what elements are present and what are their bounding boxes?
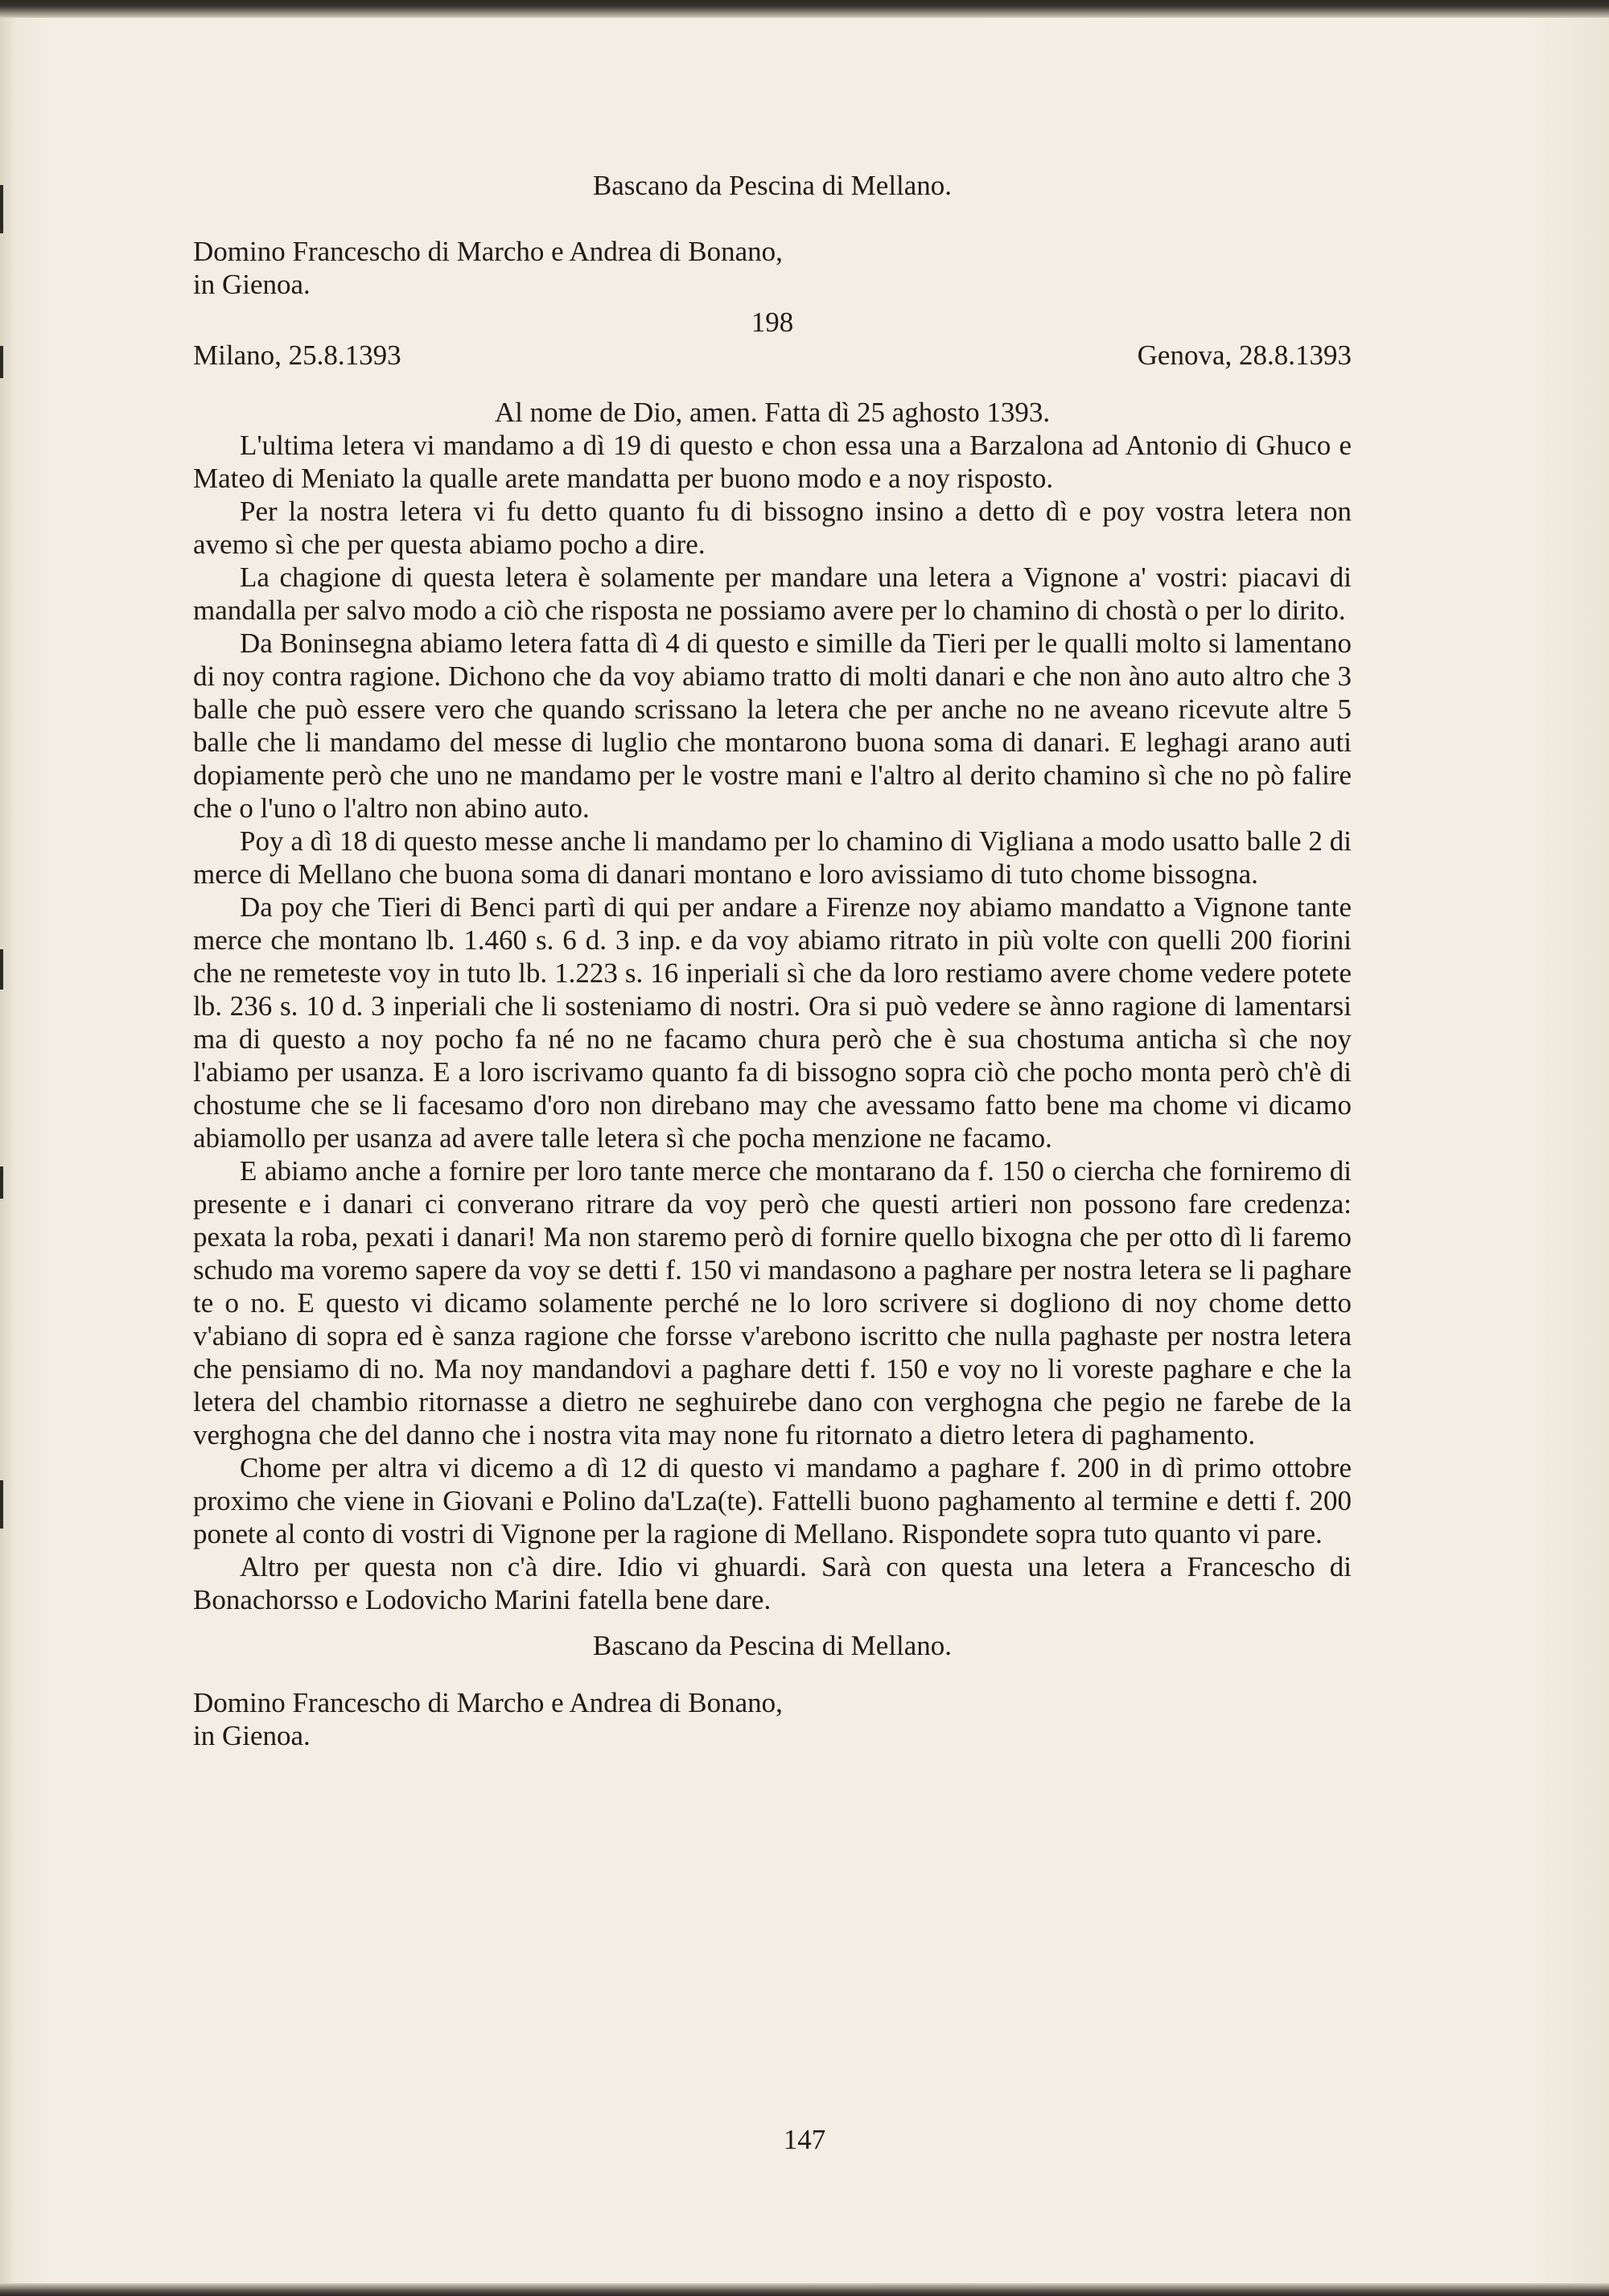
addressee-bottom xyxy=(193,1686,1352,1752)
paragraph: Poy a dì 18 di questo messe anche li mandamo per lo chamino di Vigliana a modo usatto balle 2 di merce di Mellano che buona soma di danari montano e loro avissiamo di tuto chome bissogna. xyxy=(193,825,1352,890)
letter-number: 198 xyxy=(751,307,794,338)
binding-mark xyxy=(0,949,3,990)
addressee-top xyxy=(193,235,1352,301)
binding-mark xyxy=(0,1167,3,1199)
paragraph: Chome per altra vi dicemo a dì 12 di questo vi mandamo a paghare f. 200 in dì primo ottobre proximo che viene in Giovani e Polino da'Lza(te). Fattelli buono paghamento al termine e detti f. 200 ponete al conto di vostri di Vignone per la ragione di Mellano. Rispondete sopra tuto quanto vi pare. xyxy=(193,1452,1352,1549)
paragraph: L'ultima letera vi mandamo a dì 19 di questo e chon essa una a Barzalona ad Antonio di Ghuco e Mateo di Meniato la qualle arete mandatta per buono modo e a noy risposto. xyxy=(193,430,1352,494)
date-line xyxy=(193,339,1352,372)
letter-body xyxy=(193,169,1352,1752)
binding-mark xyxy=(0,1480,3,1529)
binding-mark xyxy=(0,185,3,233)
place-date-to: Genova, 28.8.1393 xyxy=(1137,339,1352,371)
paragraph: E abiamo anche a fornire per loro tante merce che montarano da f. 150 o ciercha che forniremo di presente e i danari ci converano ritrare da voy però che questi artieri non possono fare credenza: pexata la roba, pexati i danari! Ma non staremo però di fornire quello bixogna che per otto dì li faremo schudo ma voremo sapere da voy se detti f. 150 vi mandasono a paghare per nostra letera se li paghare te o no. E questo vi dicamo solamente perché ne lo loro scrivere si dogliono di noy chome detto v'abiano di sopra ed è sanza ragione che forsse v'arebono iscritto che nulla paghaste per nostra letera che pensiamo di no. Ma noy mandandovi a paghare detti f. 150 e voy no li voreste paghare e che la letera del chambio ritornasse a dietro ne seghuirebe dano con verghogna che pegio ne farebe de la verghogna che del danno che i nostra vita may none fu ritornato a dietro letera di paghamento. xyxy=(193,1155,1352,1450)
binding-mark xyxy=(0,346,3,378)
addressee-top-line: in Gienoa. xyxy=(193,269,311,300)
opening-line: Al nome de Dio, amen. Fatta dì 25 aghosto 1393. xyxy=(494,397,1051,428)
paragraph: Altro per questa non c'à dire. Idio vi ghuardi. Sarà con questa una letera a Francescho di Bonachorsso e Lodovicho Marini fatella bene dare. xyxy=(193,1551,1352,1615)
addressee-bottom-line: Domino Francescho di Marcho e Andrea di Bonano, xyxy=(193,1687,783,1718)
page-number: 147 xyxy=(783,2124,826,2155)
sender-bottom: Bascano da Pescina di Mellano. xyxy=(592,1630,953,1661)
place-date-from: Milano, 25.8.1393 xyxy=(193,339,401,371)
addressee-bottom-line: in Gienoa. xyxy=(193,1720,311,1751)
paragraph: Per la nostra letera vi fu detto quanto fu di bissogno insino a detto dì e poy vostra letera non avemo sì che per questa abiamo pocho a dire. xyxy=(193,496,1352,560)
paragraph: La chagione di questa letera è solamente per mandare una letera a Vignone a' vostri: piacavi di mandalla per salvo modo a ciò che risposta ne possiamo avere per lo chamino di chostà o per lo dirito. xyxy=(193,562,1352,626)
bottom-edge-shadow xyxy=(0,2283,1609,2296)
top-edge-shadow xyxy=(0,0,1609,18)
paragraph: Da poy che Tieri di Benci partì di qui per andare a Firenze noy abiamo mandatto a Vignone tante merce che montano lb. 1.460 s. 6 d. 3 inp. e da voy abiamo ritrato in più volte con quelli 200 fiorini che ne remeteste voy in tuto lb. 1.223 s. 16 inperiali sì che da loro restiamo avere chome vedere potete lb. 236 s. 10 d. 3 inperiali che li sosteniamo di nostri. Ora si può vedere se ànno ragione di lamentarsi ma di questo a noy pocho fa né no ne facamo chura però che è sua chostuma anticha sì che noy l'abiamo per usanza. E a loro iscrivamo quanto fa di bissogno sopra ciò che pocho monta però ch'è di chostume che se li facesamo d'oro non direbano may che avessamo fatto bene ma chome vi dicamo abiamollo per usanza ad avere talle letera sì che pocha menzione ne facamo. xyxy=(193,891,1352,1154)
paragraph: Da Boninsegna abiamo letera fatta dì 4 di questo e simille da Tieri per le qualli molto si lamentano di noy contra ragione. Dichono che da voy abiamo tratto di molti danari e che non àno auto altro che 3 balle che può essere vero che quando scrissano la letera che per anche no ne aveano ricevute altre 5 balle che li mandamo del messe di luglio che montarono buona soma di danari. E leghagi arano auti dopiamente però che uno ne mandamo per le vostre mani e l'altro al derito chamino sì che no pò falire che o l'uno o l'altro non abino auto. xyxy=(193,627,1352,824)
addressee-top-line: Domino Francescho di Marcho e Andrea di Bonano, xyxy=(193,236,783,267)
sender-top: Bascano da Pescina di Mellano. xyxy=(592,170,953,201)
